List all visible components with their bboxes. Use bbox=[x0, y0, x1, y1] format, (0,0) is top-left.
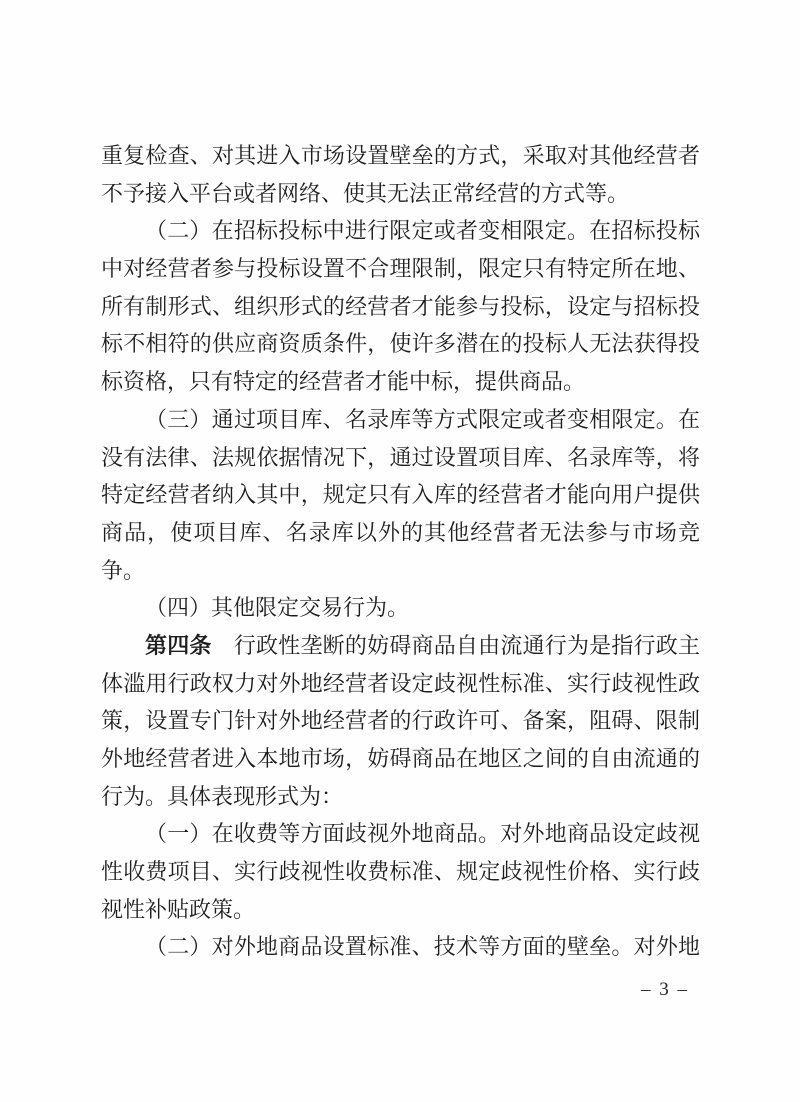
text-line: 所有制形式、组织形式的经营者才能参与投标，设定与招标投 bbox=[101, 293, 700, 319]
text-line: 不予接入平台或者网络、使其无法正常经营的方式等。 bbox=[101, 180, 630, 206]
text-line: 策，设置专门针对外地经营者的行政许可、备案，阻碍、限制 bbox=[101, 708, 700, 734]
article-heading-text: 行政性垄断的妨碍商品自由流通行为是指行政主 bbox=[211, 632, 700, 658]
text-line: 视性补贴政策。 bbox=[101, 896, 256, 922]
text-line: 重复检查、对其进入市场设置壁垒的方式，采取对其他经营者 bbox=[101, 143, 700, 168]
text-line: （一）在收费等方面歧视外地商品。对外地商品设定歧视 bbox=[145, 821, 700, 847]
text-line: 商品，使项目库、名录库以外的其他经营者无法参与市场竞 bbox=[101, 519, 700, 545]
text-line: 特定经营者纳入其中，规定只有入库的经营者才能向用户提供 bbox=[101, 482, 700, 508]
page-number: – 3 – bbox=[641, 979, 689, 1000]
document-body bbox=[101, 137, 700, 966]
text-line: 没有法律、法规依据情况下，通过设置项目库、名录库等，将 bbox=[101, 444, 700, 470]
text-line: 中对经营者参与投标设置不合理限制，限定只有特定所在地、 bbox=[101, 256, 700, 282]
article-number-bold: 第四条 bbox=[145, 632, 212, 658]
text-line: 争。 bbox=[101, 557, 146, 583]
text-line: （二）在招标投标中进行限定或者变相限定。在招标投标 bbox=[145, 218, 700, 244]
text-line: 标资格，只有特定的经营者才能中标，提供商品。 bbox=[101, 369, 586, 395]
text-line-article-heading bbox=[101, 627, 700, 665]
text-line: 外地经营者进入本地市场，妨碍商品在地区之间的自由流通的 bbox=[101, 746, 700, 771]
text-line: 标不相符的供应商资质条件，使许多潜在的投标人无法获得投 bbox=[101, 331, 700, 357]
text-line: 行为。具体表现形式为： bbox=[101, 783, 344, 809]
text-line: （三）通过项目库、名录库等方式限定或者变相限定。在 bbox=[145, 406, 700, 432]
text-line: （二）对外地商品设置标准、技术等方面的壁垒。对外地 bbox=[145, 934, 700, 960]
text-line: 体滥用行政权力对外地经营者设定歧视性标准、实行歧视性政 bbox=[101, 670, 700, 696]
text-line: （四）其他限定交易行为。 bbox=[145, 595, 410, 621]
text-line: 性收费项目、实行歧视性收费标准、规定歧视性价格、实行歧 bbox=[101, 859, 700, 885]
